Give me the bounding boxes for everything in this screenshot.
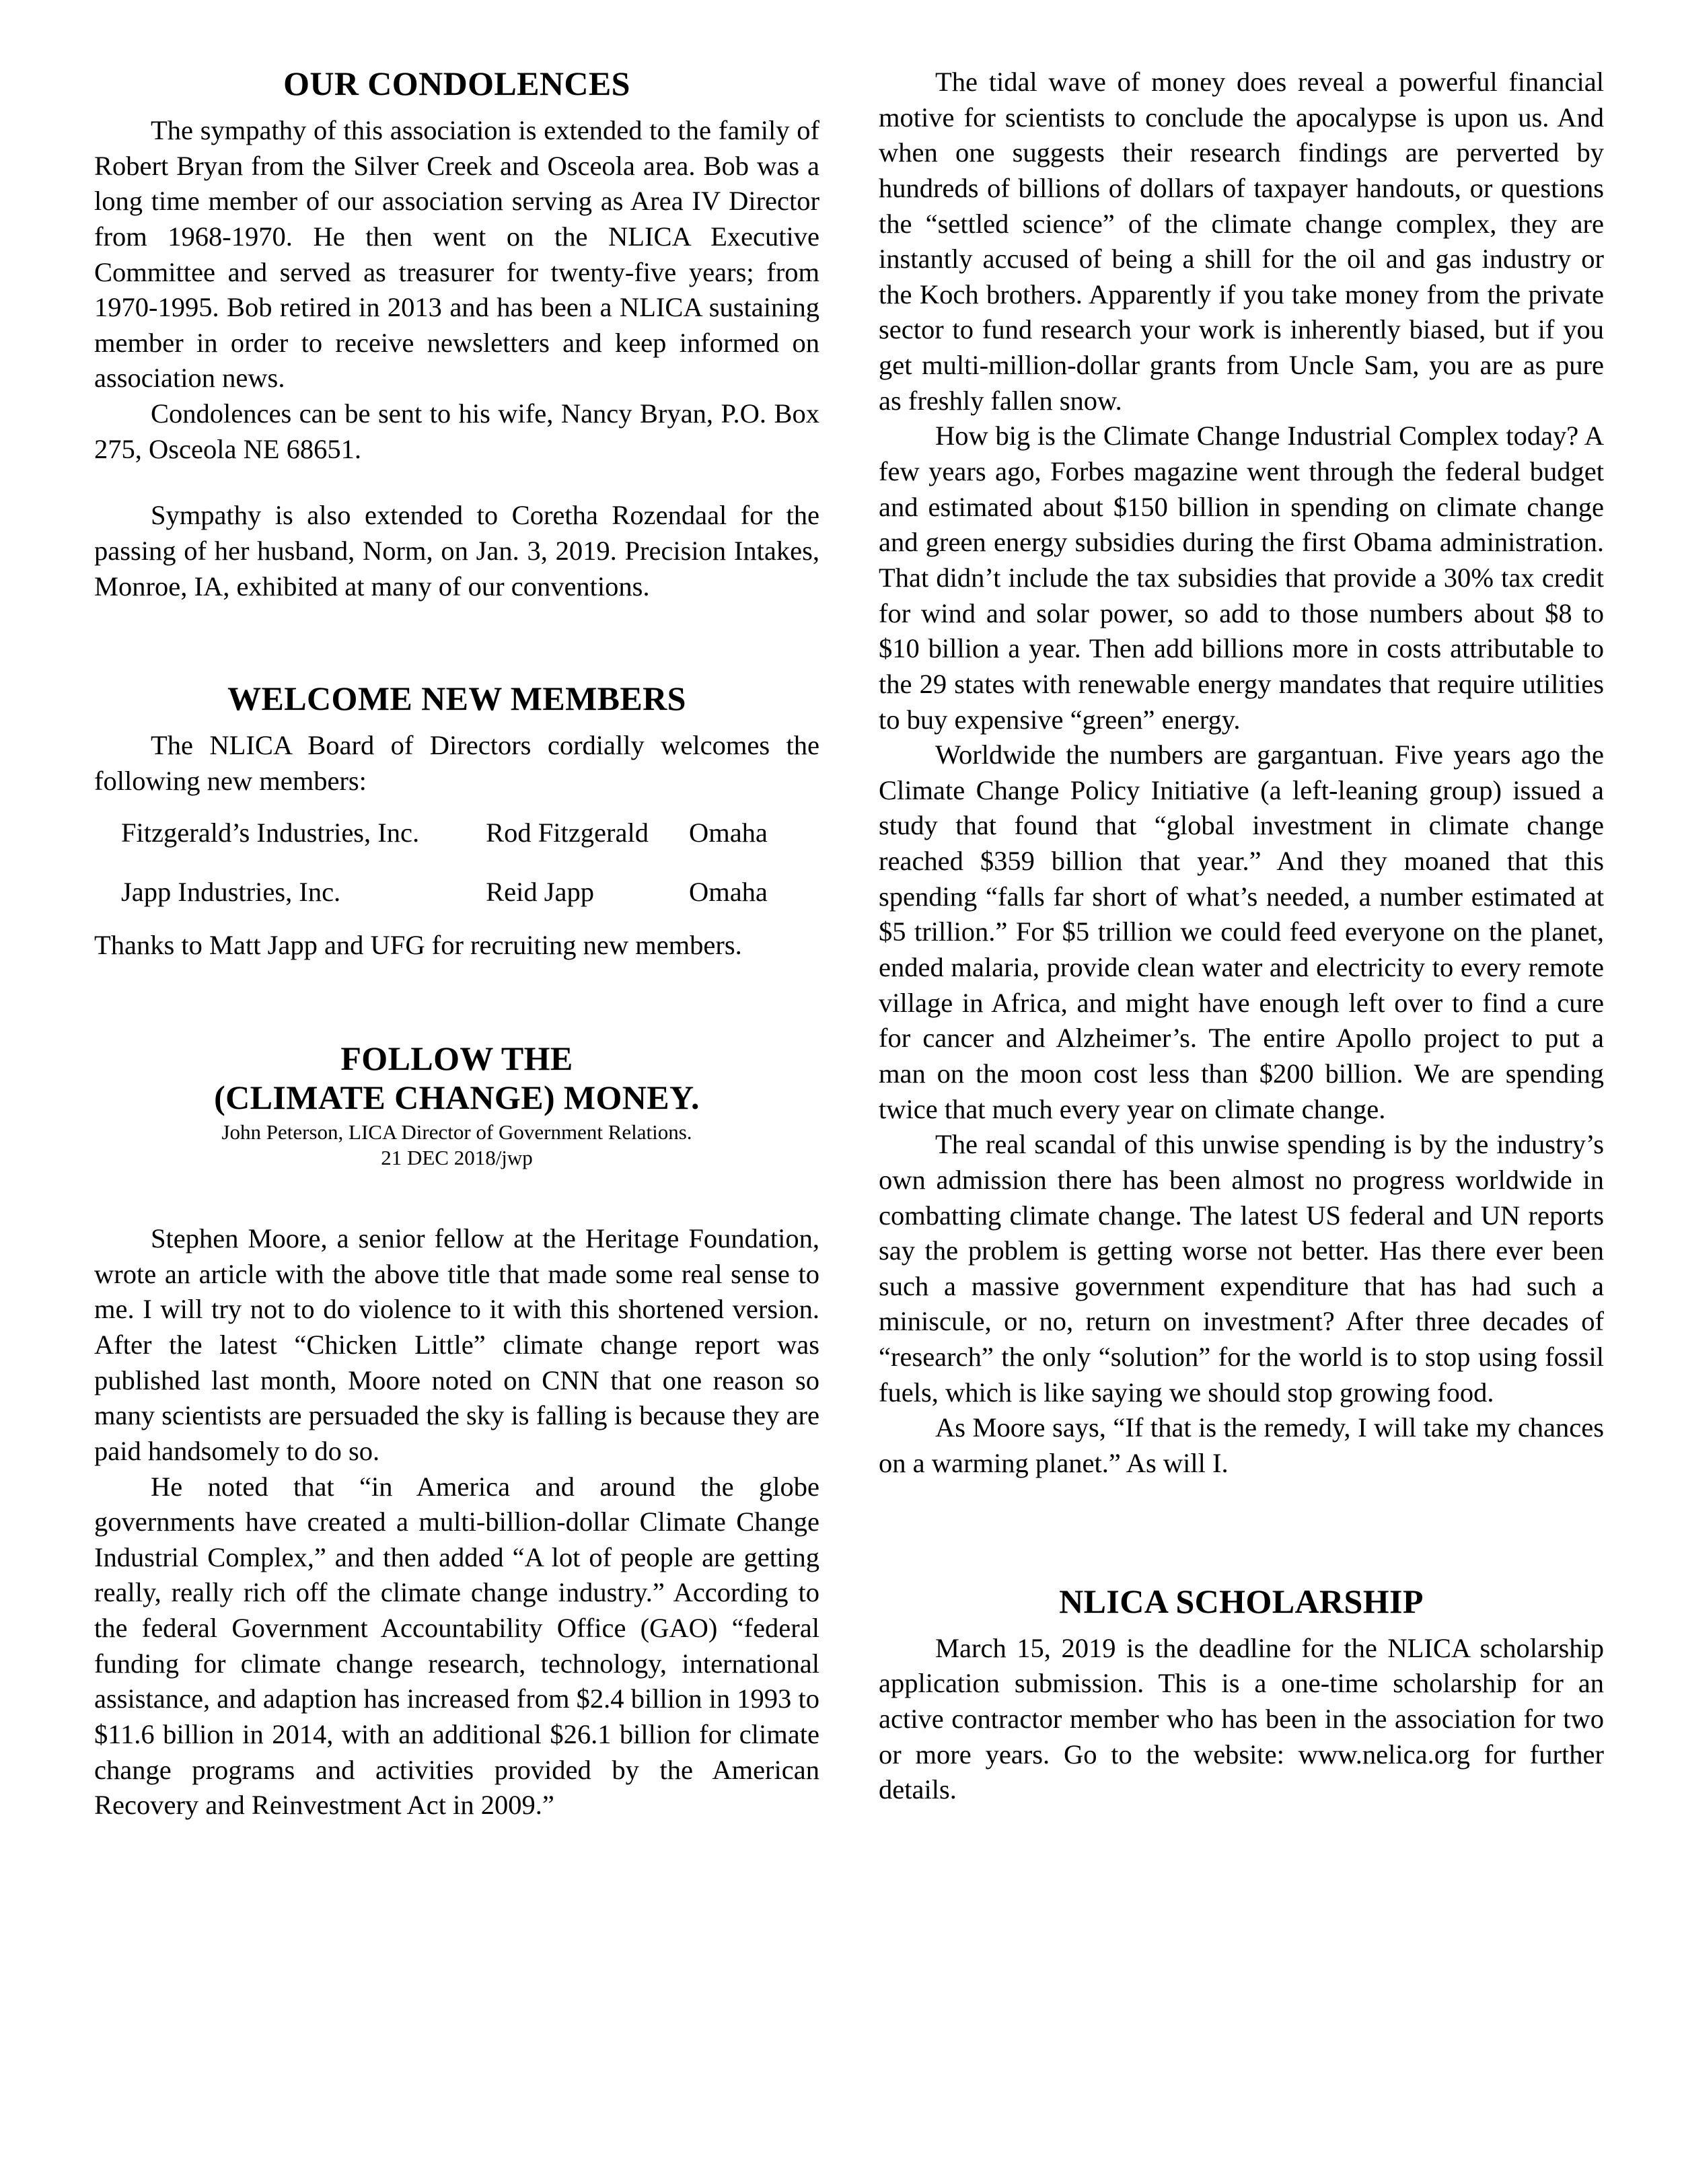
follow-money-paragraph-2: He noted that “in America and around the globe governments have created a multi-billion-dollar Climate Change Industrial Complex,” and then added “A lot of people are getting really, really rich off the climate change industry.” According to the federal Government Accountability Office (GAO) “federal funding for climate change research, technology, international assistance, and adaption has increased from $2.4 billion in 1993 to $11.6 billion in 2014, with an additional $26.1 billion for climate change programs and activities provided by the American Recovery and Reinvestment Act in 2009.” bbox=[94, 1471, 819, 1821]
condolences-paragraph-2: Condolences can be sent to his wife, Nancy Bryan, P.O. Box 275, Osceola NE 68651. bbox=[94, 398, 819, 464]
member-company: Fitzgerald’s Industries, Inc. bbox=[121, 817, 420, 848]
spacer bbox=[879, 1482, 1604, 1582]
table-row bbox=[94, 809, 819, 869]
heading-our-condolences: OUR CONDOLENCES bbox=[283, 65, 630, 102]
scholarship-paragraph-1: March 15, 2019 is the deadline for the NLICA scholarship application submission. This is a one-time scholarship for an active contractor member who has been in the association for two or more years. Go to the website: www.nelica.org for further details. bbox=[879, 1632, 1604, 1805]
heading-follow-the-money-line-2: (CLIMATE CHANGE) MONEY. bbox=[214, 1078, 700, 1116]
member-contact: Rod Fitzgerald bbox=[486, 817, 649, 848]
byline-author: John Peterson, LICA Director of Government Relations. bbox=[221, 1120, 692, 1144]
welcome-intro-paragraph: The NLICA Board of Directors cordially welcomes the following new members: bbox=[94, 730, 819, 796]
heading-welcome-new-members: WELCOME NEW MEMBERS bbox=[227, 680, 686, 718]
spacer bbox=[94, 963, 819, 1039]
follow-money-paragraph-3: The tidal wave of money does reveal a powerful financial motive for scientists to conclude the apocalypse is upon us. And when one suggests their research findings are perverted by hundreds of billions of dollars of taxpayer handouts, or questions the “settled science” of the climate change complex, they are instantly accused of being a shill for the oil and gas industry or the Koch brothers. Apparently if you take money from the private sector to fund research your work is inherently biased, but if you get multi-million-dollar grants from Uncle Sam, you are as pure as freshly fallen snow. bbox=[879, 67, 1604, 416]
condolences-paragraph-3: Sympathy is also extended to Coretha Rozendaal for the passing of her husband, Norm, on Jan. 3, 2019. Precision Intakes, Monroe, IA, exhibited at many of our conventions. bbox=[94, 500, 819, 602]
spacer bbox=[94, 604, 819, 680]
follow-money-paragraph-7: As Moore says, “If that is the remedy, I will take my chances on a warming planet.” As will I. bbox=[879, 1412, 1604, 1478]
spacer bbox=[94, 467, 819, 498]
member-city: Omaha bbox=[688, 877, 768, 908]
byline-date: 21 DEC 2018/jwp bbox=[381, 1146, 533, 1170]
member-company: Japp Industries, Inc. bbox=[121, 877, 341, 908]
member-city: Omaha bbox=[688, 817, 768, 848]
spacer bbox=[94, 1171, 819, 1221]
new-members-table bbox=[94, 809, 819, 928]
left-column bbox=[94, 65, 819, 1823]
heading-follow-the-money-line-1: FOLLOW THE bbox=[340, 1039, 573, 1077]
follow-money-paragraph-6: The real scandal of this unwise spending is by the industry’s own admission there has been almost no progress worldwide in combatting climate change. The latest US federal and UN reports say the problem is getting worse not better. Has there ever been such a massive government expenditure that has had such a miniscule, or no, return on investment? After three decades of “research” the only “solution” for the world is to stop using fossil fuels, which is like saying we should stop growing food. bbox=[879, 1129, 1604, 1408]
member-contact: Reid Japp bbox=[486, 877, 594, 908]
table-row bbox=[94, 868, 819, 928]
follow-money-paragraph-4: How big is the Climate Change Industrial Complex today? A few years ago, Forbes magazine went through the federal budget and estimated about $150 billion in spending on climate change and green energy subsidies during the first Obama administration. That didn’t include the tax subsidies that provide a 30% tax credit for wind and solar power, so add to those numbers about $8 to $10 billion a year. Then add billions more in costs attributable to the 29 states with renewable energy mandates that require utilities to buy expensive “green” energy. bbox=[879, 421, 1604, 735]
heading-follow-the-money bbox=[94, 1039, 819, 1117]
follow-money-paragraph-1: Stephen Moore, a senior fellow at the Heritage Foundation, wrote an article with the above title that made some real sense to me. I will try not to do violence to it with this shortened version. After the latest “Chicken Little” climate change report was published last month, Moore noted on CNN that one reason so many scientists are persuaded the sky is falling is because they are paid handsomely to do so. bbox=[94, 1223, 819, 1466]
follow-money-paragraph-5: Worldwide the numbers are gargantuan. Five years ago the Climate Change Policy Initiative (a left-leaning group) issued a study that found that “global investment in climate change reached $359 billion that year.” And they moaned that this spending “falls far short of what’s needed, a number estimated at $5 trillion.” For $5 trillion we could feed everyone on the planet, ended malaria, provide clean water and electricity to every remote village in Africa, and might have enough left over to find a cure for cancer and Alzheimer’s. The entire Apollo project to put a man on the moon cost less than $200 billion. We are spending twice that much every year on climate change. bbox=[879, 739, 1604, 1124]
two-column-layout bbox=[94, 65, 1608, 2144]
welcome-closing-paragraph: Thanks to Matt Japp and UFG for recruiting new members. bbox=[94, 929, 742, 960]
right-column bbox=[879, 65, 1604, 1808]
condolences-paragraph-1: The sympathy of this association is extended to the family of Robert Bryan from the Silver Creek and Osceola area. Bob was a long time member of our association serving as Area IV Director from 1968-1970. He then went on the NLICA Executive Committee and served as treasurer for twenty-five years; from 1970-1995. Bob retired in 2013 and has been a NLICA sustaining member in order to receive newsletters and keep informed on association news. bbox=[94, 115, 819, 394]
article-byline bbox=[94, 1120, 819, 1172]
heading-nlica-scholarship: NLICA SCHOLARSHIP bbox=[1059, 1582, 1424, 1620]
